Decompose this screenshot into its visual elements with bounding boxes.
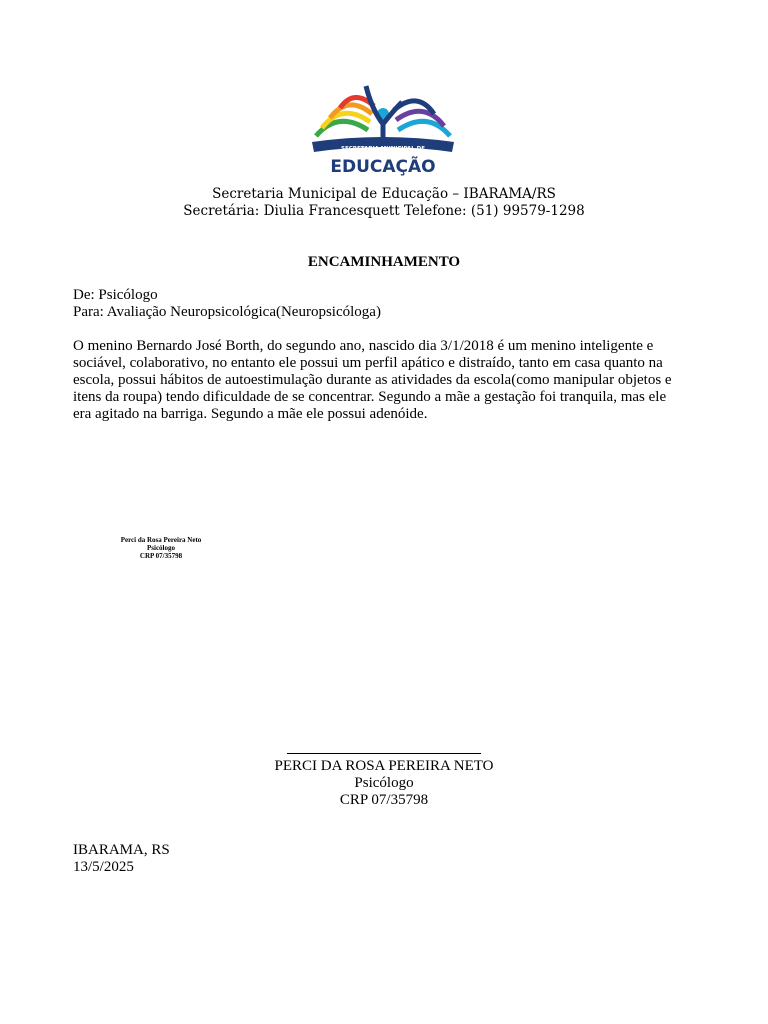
body-line: O menino Bernardo José Borth, do segundo ano, nascido dia 3/1/2018 é um menino inteligente e (73, 338, 654, 354)
header-line-1: Secretaria Municipal de Educação – IBARAMA/RS (212, 186, 556, 202)
body-line: sociável, colaborativo, no entanto ele possui um perfil apático e distraído, tanto em casa quanto na (73, 355, 663, 371)
body-line: escola, possui hábitos de autoestimulação durante as atividades da escola(como manipular objetos e (73, 372, 672, 388)
document-title: ENCAMINHAMENTO (307, 254, 461, 270)
signature-line (287, 753, 481, 754)
signature-role: Psicólogo (354, 775, 414, 791)
footer-city: IBARAMA, RS (73, 842, 170, 858)
education-logo-graphic (298, 80, 468, 178)
stamp-crp: CRP 07/35798 (139, 552, 183, 560)
stamp-role: Psicólogo (147, 544, 175, 552)
signature-name: PERCI DA ROSA PEREIRA NETO (274, 758, 494, 774)
stamp-name: Perci da Rosa Pereira Neto (120, 536, 202, 544)
body-paragraph (73, 338, 698, 423)
header-line-2: Secretária: Diulia Francesquett Telefone: (51) 99579-1298 (183, 203, 585, 219)
logo-text-main: EDUCAÇÃO (330, 157, 436, 177)
signature-crp: CRP 07/35798 (339, 792, 429, 808)
logo-text-top: SECRETARIA MUNICIPAL DE (341, 146, 425, 152)
footer-date: 13/5/2025 (73, 859, 134, 875)
body-line: era agitado na barriga. Segundo a mãe ele possui adenóide. (73, 406, 428, 422)
education-logo (298, 80, 468, 178)
from-line: De: Psicólogo (73, 287, 158, 303)
body-line: itens da roupa) tendo dificuldade de se concentrar. Segundo a mãe a gestação foi tranquila, mas ele (73, 389, 667, 405)
professional-stamp (100, 536, 222, 560)
to-line: Para: Avaliação Neuropsicológica(Neuropsicóloga) (73, 304, 381, 320)
